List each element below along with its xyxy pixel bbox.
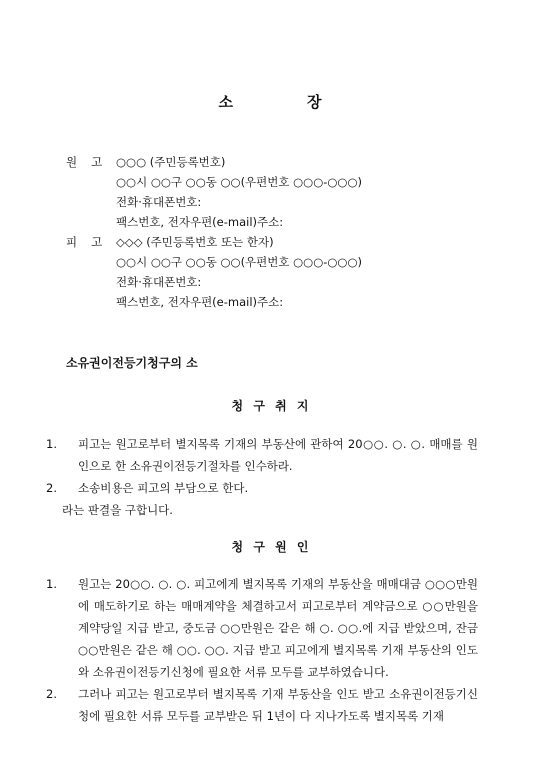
claim-cause-body: [46, 573, 478, 727]
defendant-phone: 전화·휴대폰번호:: [116, 275, 202, 289]
closing-text: 라는 판결을 구합니다.: [62, 503, 173, 517]
title-char-left: 소: [218, 93, 233, 111]
plaintiff-role: 원 고: [66, 155, 103, 169]
list-item: 1. 원고는 20○○. ○. ○. 피고에게 별지목록 기재의 부동산을 매매대금 ○○○만원에 매도하기로 하는 매매계약을 체결하고서 피고로부터 계약금으로 ○○만원을 계약당일 지급 받고, 중도금 ○○만원은 같은 해 ○. ○○.에 지급 받았으며, 잔금 ○○만원은 같은 해 ○○. ○○. 지급 받고 피고에게 별지목록 기재 부동산의 인도와 소유권이전등기신청에 필요한 서류 모두를 교부하였습니다.: [46, 577, 478, 679]
document-title: [0, 91, 540, 112]
list-item: 2. 소송비용은 피고의 부담으로 한다.: [46, 481, 249, 495]
claim-purpose-heading: 청 구 취 지: [231, 399, 309, 413]
defendant-role: 피 고: [66, 235, 103, 249]
list-item: 1. 피고는 원고로부터 별지목록 기재의 부동산에 관하여 20○○. ○. ○. 매매를 원인으로 한 소유권이전등기절차를 인수하라.: [46, 437, 478, 473]
claim-purpose-body: [46, 433, 478, 521]
plaintiff-phone: 전화·휴대폰번호:: [116, 195, 202, 209]
list-item: 2. 그러나 피고는 원고로부터 별지목록 기재 부동산을 인도 받고 소유권이전등기신청에 필요한 서류 모두를 교부받은 뒤 1년이 다 지나가도록 별지목록 기재: [46, 687, 478, 723]
defendant-address: ○○시 ○○구 ○○동 ○○(우편번호 ○○○-○○○): [116, 255, 362, 269]
case-title: 소유권이전등기청구의 소: [66, 356, 198, 370]
plaintiff-block: [66, 152, 486, 232]
plaintiff-address: ○○시 ○○구 ○○동 ○○(우편번호 ○○○-○○○): [116, 175, 362, 189]
defendant-fax: 팩스번호, 전자우편(e-mail)주소:: [116, 295, 284, 309]
claim-cause-heading: 청 구 원 인: [231, 540, 309, 554]
defendant-block: [66, 232, 486, 312]
plaintiff-fax: 팩스번호, 전자우편(e-mail)주소:: [116, 215, 284, 229]
title-char-right: 장: [307, 93, 322, 111]
defendant-name: ◇◇◇ (주민등록번호 또는 한자): [116, 235, 274, 249]
plaintiff-name: ○○○ (주민등록번호): [116, 155, 226, 169]
